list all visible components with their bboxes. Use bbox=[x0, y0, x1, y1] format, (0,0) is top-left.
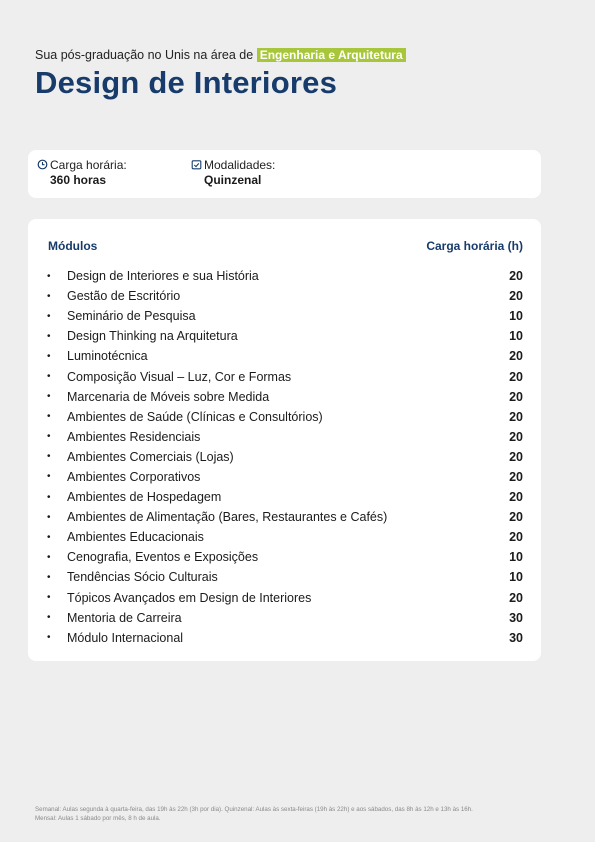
workload-value: 360 horas bbox=[50, 173, 107, 187]
module-row bbox=[46, 527, 523, 547]
module-name: Ambientes de Saúde (Clínicas e Consultórios) bbox=[67, 409, 323, 424]
module-hours: 20 bbox=[509, 490, 523, 505]
bullet: • bbox=[47, 270, 51, 282]
bullet: • bbox=[47, 391, 51, 403]
page-title: Design de Interiores bbox=[35, 65, 338, 100]
module-name: Composição Visual – Luz, Cor e Formas bbox=[67, 369, 292, 384]
module-row bbox=[46, 286, 523, 306]
bullet: • bbox=[47, 310, 51, 322]
column-modules: Módulos bbox=[48, 239, 98, 253]
module-hours: 20 bbox=[509, 510, 523, 525]
bullet: • bbox=[47, 491, 51, 503]
module-row bbox=[46, 487, 523, 507]
module-hours: 10 bbox=[509, 329, 523, 344]
module-row bbox=[46, 467, 523, 487]
module-hours: 20 bbox=[509, 469, 523, 484]
module-hours: 20 bbox=[509, 590, 523, 605]
bullet: • bbox=[47, 350, 51, 362]
module-row bbox=[46, 588, 523, 608]
footnote-line-1: Semanal: Aulas segunda à quarta-feira, das 19h às 22h (3h por dia). Quinzenal: Aulas às sexta-feiras (19h às 22h) e aos sábados, das 8h às 12h e 13h às 16h. bbox=[35, 806, 473, 813]
module-row bbox=[46, 326, 523, 346]
module-hours: 10 bbox=[509, 570, 523, 585]
bullet: • bbox=[47, 471, 51, 483]
module-hours: 20 bbox=[509, 269, 523, 284]
module-row bbox=[46, 306, 523, 326]
modules-list bbox=[46, 266, 523, 648]
module-name: Seminário de Pesquisa bbox=[67, 309, 196, 324]
bullet: • bbox=[47, 451, 51, 463]
module-hours: 30 bbox=[509, 630, 523, 645]
module-hours: 20 bbox=[509, 369, 523, 384]
module-row bbox=[46, 608, 523, 628]
module-name: Design de Interiores e sua História bbox=[67, 269, 259, 284]
bullet: • bbox=[47, 592, 51, 604]
workload-label: Carga horária: bbox=[50, 158, 127, 172]
module-hours: 20 bbox=[509, 449, 523, 464]
modules-table-header bbox=[48, 239, 523, 253]
module-row bbox=[46, 407, 523, 427]
column-hours: Carga horária (h) bbox=[426, 239, 523, 253]
module-name: Ambientes Educacionais bbox=[67, 530, 204, 545]
bullet: • bbox=[47, 551, 51, 563]
module-hours: 20 bbox=[509, 289, 523, 304]
modules-card bbox=[28, 219, 541, 661]
module-row bbox=[46, 628, 523, 648]
module-name: Mentoria de Carreira bbox=[67, 610, 182, 625]
bullet: • bbox=[47, 531, 51, 543]
workload-info bbox=[37, 158, 127, 188]
module-row bbox=[46, 547, 523, 567]
subtitle bbox=[35, 47, 565, 63]
module-name: Tópicos Avançados em Design de Interiores bbox=[67, 590, 312, 605]
module-hours: 10 bbox=[509, 550, 523, 565]
bullet: • bbox=[47, 571, 51, 583]
module-name: Design Thinking na Arquitetura bbox=[67, 329, 238, 344]
module-row bbox=[46, 507, 523, 527]
module-row bbox=[46, 266, 523, 286]
area-badge: Engenharia e Arquitetura bbox=[257, 48, 406, 62]
module-hours: 20 bbox=[509, 429, 523, 444]
module-row bbox=[46, 567, 523, 587]
clock-icon bbox=[37, 159, 48, 170]
bullet: • bbox=[47, 330, 51, 342]
module-name: Ambientes Residenciais bbox=[67, 429, 201, 444]
bullet: • bbox=[47, 290, 51, 302]
bullet: • bbox=[47, 371, 51, 383]
module-hours: 20 bbox=[509, 409, 523, 424]
modality-value: Quinzenal bbox=[204, 173, 262, 187]
module-name: Marcenaria de Móveis sobre Medida bbox=[67, 389, 270, 404]
module-hours: 30 bbox=[509, 610, 523, 625]
module-name: Ambientes Comerciais (Lojas) bbox=[67, 449, 234, 464]
module-row bbox=[46, 346, 523, 366]
bullet: • bbox=[47, 632, 51, 644]
module-hours: 20 bbox=[509, 530, 523, 545]
course-info-card bbox=[28, 150, 541, 198]
module-name: Ambientes de Alimentação (Bares, Restaurantes e Cafés) bbox=[67, 510, 388, 525]
module-row bbox=[46, 427, 523, 447]
bullet: • bbox=[47, 511, 51, 523]
module-hours: 20 bbox=[509, 349, 523, 364]
footnote-line-2: Mensal: Aulas 1 sábado por mês, 8 h de aula. bbox=[35, 815, 161, 822]
module-hours: 10 bbox=[509, 309, 523, 324]
module-row bbox=[46, 366, 523, 386]
bullet: • bbox=[47, 411, 51, 423]
module-name: Ambientes de Hospedagem bbox=[67, 490, 222, 505]
footnote bbox=[35, 805, 555, 823]
module-name: Tendências Sócio Culturais bbox=[67, 570, 218, 585]
module-hours: 20 bbox=[509, 389, 523, 404]
modality-label: Modalidades: bbox=[204, 158, 276, 172]
subtitle-prefix: Sua pós-graduação no Unis na área de bbox=[35, 48, 254, 62]
module-name: Gestão de Escritório bbox=[67, 289, 181, 304]
module-row bbox=[46, 387, 523, 407]
module-name: Cenografia, Eventos e Exposições bbox=[67, 550, 259, 565]
module-name: Módulo Internacional bbox=[67, 630, 184, 645]
bullet: • bbox=[47, 612, 51, 624]
module-name: Luminotécnica bbox=[67, 349, 148, 364]
module-name: Ambientes Corporativos bbox=[67, 469, 201, 484]
bullet: • bbox=[47, 431, 51, 443]
module-row bbox=[46, 447, 523, 467]
modality-info bbox=[191, 158, 275, 188]
calendar-check-icon bbox=[191, 159, 202, 170]
page-header bbox=[35, 47, 565, 101]
